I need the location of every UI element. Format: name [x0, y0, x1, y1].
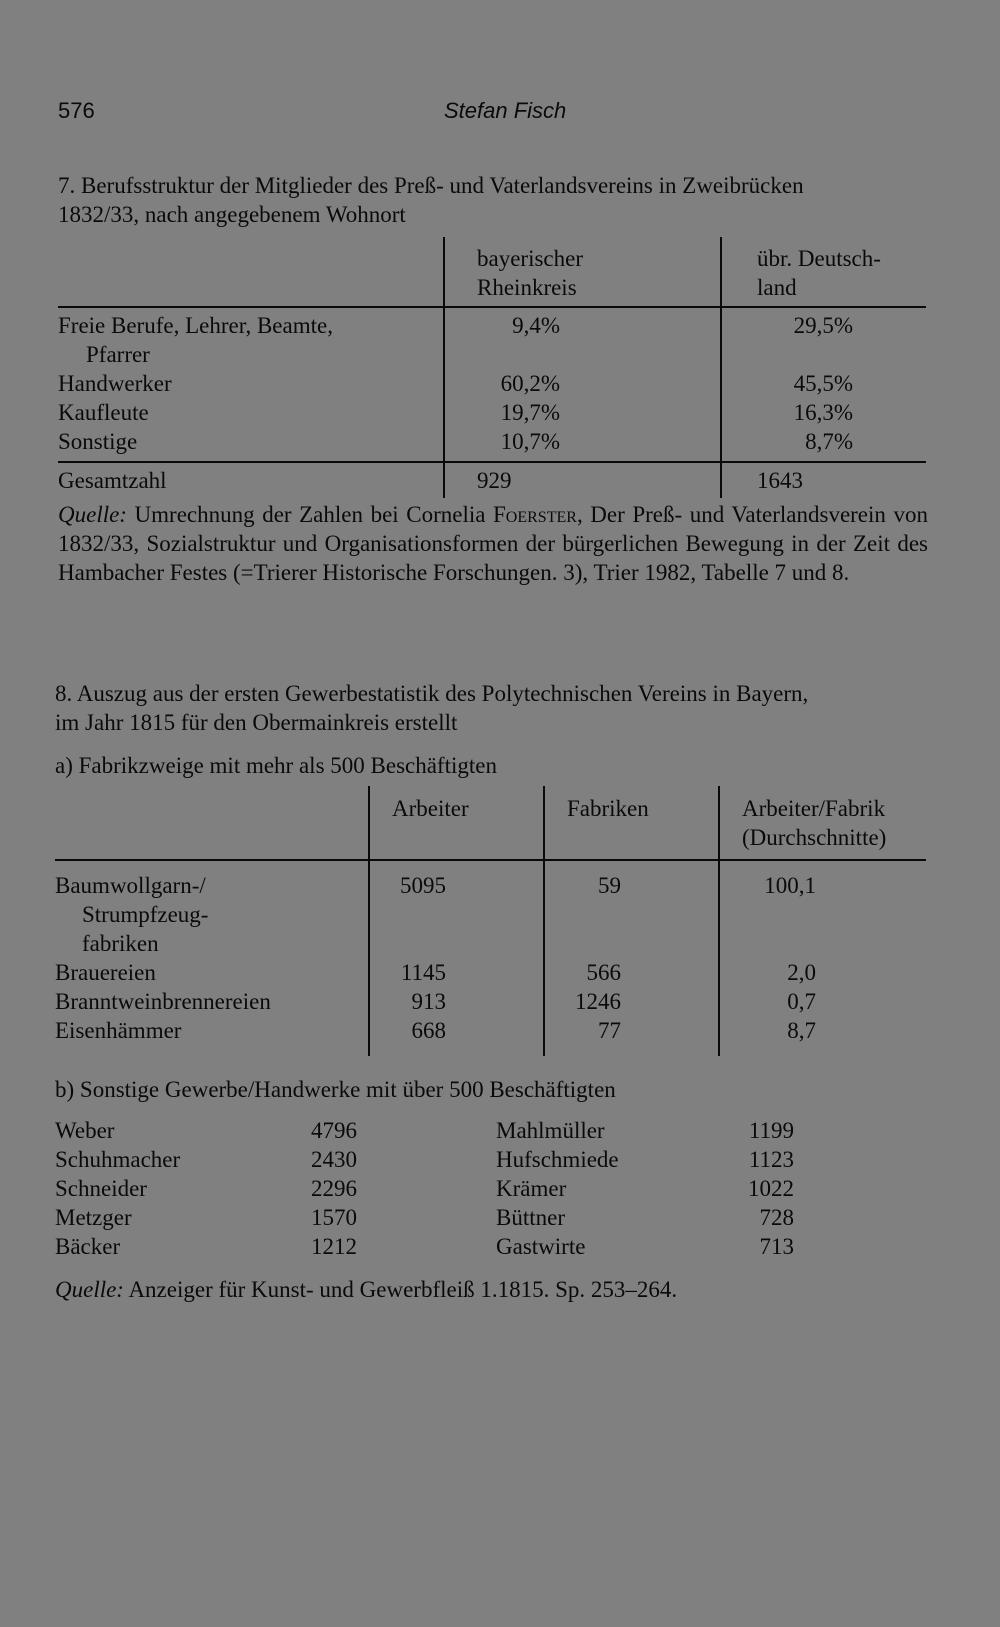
table8a-cell: 59	[598, 873, 621, 898]
table7-total-rule	[58, 461, 926, 463]
page-number: 576	[58, 98, 95, 123]
table8b-right-value: 1022	[748, 1176, 794, 1201]
table7-source	[58, 500, 928, 587]
table8b-right-value: 728	[759, 1205, 794, 1230]
table8b-left-label: Metzger	[55, 1205, 132, 1230]
table8b-right-label: Hufschmiede	[496, 1147, 619, 1172]
table7-row-label: Sonstige	[58, 429, 138, 454]
table8a-cell: 5095	[400, 873, 446, 898]
table8a-col2-header: Fabriken	[567, 796, 649, 821]
table7-cell: 29,5%	[793, 313, 853, 338]
table7-row-label: Handwerker	[58, 371, 172, 396]
table8b-right-label: Gastwirte	[496, 1234, 586, 1259]
table7-col1-header: bayerischer	[477, 246, 583, 271]
table7-cell: 45,5%	[793, 371, 853, 396]
table8a-cell: 1145	[400, 960, 446, 985]
table7-total-cell: 1643	[757, 468, 803, 493]
table7-col2-header-cont: land	[757, 275, 797, 300]
table8b-left-label: Bäcker	[55, 1234, 121, 1259]
table7-cell: 8,7%	[805, 429, 853, 454]
table8a-col1-header: Arbeiter	[392, 796, 469, 821]
table7-cell: 60,2%	[500, 371, 560, 396]
table8a-cell: 100,1	[764, 873, 816, 898]
table8a-column-rule-2	[543, 786, 545, 1056]
table8a-title: a) Fabrikzweige mit mehr als 500 Beschäftigten	[55, 753, 497, 778]
table8b-right-label: Mahlmüller	[496, 1118, 605, 1143]
table8b-right-value: 1199	[748, 1118, 794, 1143]
table7-cell: 19,7%	[500, 400, 560, 425]
table8a-col3-header: Arbeiter/Fabrik	[742, 796, 886, 821]
table8-title-line2: im Jahr 1815 für den Obermainkreis erstellt	[55, 710, 458, 735]
table7-title-line2: 1832/33, nach angegebenem Wohnort	[58, 202, 406, 227]
table8b-title: b) Sonstige Gewerbe/Handwerke mit über 500 Beschäftigten	[55, 1077, 616, 1102]
table8a-cell: 2,0	[787, 960, 816, 985]
table7-col1-header-cont: Rheinkreis	[477, 275, 577, 300]
table8a-cell: 8,7	[787, 1018, 816, 1043]
table8a-row-label: Eisenhämmer	[55, 1018, 182, 1043]
table8a-cell: 77	[598, 1018, 621, 1043]
table8b-left-label: Schneider	[55, 1176, 147, 1201]
table8a-column-rule-1	[368, 786, 370, 1056]
table8a-cell: 913	[411, 989, 446, 1014]
table8a-cell: 0,7	[787, 989, 816, 1014]
table7-total-label: Gesamtzahl	[58, 468, 167, 493]
table8a-row-label: Branntweinbrennereien	[55, 989, 271, 1014]
table8a-col3-header-cont: (Durchschnitte)	[742, 825, 887, 850]
table8b-left-value: 2296	[311, 1176, 357, 1201]
source-text-cont: , Der Preß- und Vaterlandsverein von 1832/33, Sozialstruktur und Organisationsformen der bürgerlichen Bewegung in der Zeit des Hambacher Festes (=Trierer Historische Forschungen. 3), Trier 1982, Tabelle 7 und 8.	[58, 502, 928, 585]
table8a-cell: 1246	[575, 989, 621, 1014]
table8b-right-label: Büttner	[496, 1205, 565, 1230]
table7-column-rule-2	[720, 237, 722, 498]
table8-title-line1: 8. Auszug aus der ersten Gewerbestatistik des Polytechnischen Vereins in Bayern,	[55, 681, 809, 706]
table8a-column-rule-3	[718, 786, 720, 1056]
table8b-left-value: 1570	[311, 1205, 357, 1230]
table7-column-rule-1	[443, 237, 445, 498]
table7-header-rule	[58, 306, 926, 308]
table8b-right-value: 713	[759, 1234, 794, 1259]
table8a-row-label-cont: fabriken	[82, 931, 159, 956]
table7-cell: 9,4%	[512, 313, 560, 338]
table7-title-line1: 7. Berufsstruktur der Mitglieder des Preß- und Vaterlandsvereins in Zweibrücken	[58, 173, 804, 198]
table8b-left-value: 1212	[311, 1234, 357, 1259]
table7-cell: 16,3%	[793, 400, 853, 425]
table8b-right-value: 1123	[748, 1147, 794, 1172]
running-head-author: Stefan Fisch	[444, 98, 567, 123]
table7-row-label: Kaufleute	[58, 400, 149, 425]
table8b-left-label: Weber	[55, 1118, 115, 1143]
source-label: Quelle:	[58, 502, 127, 527]
table8a-cell: 566	[586, 960, 621, 985]
table7-cell: 10,7%	[500, 429, 560, 454]
source-author: Foerster	[493, 502, 577, 527]
table7-col2-header: übr. Deutsch-	[757, 246, 881, 271]
source-text: Umrechnung der Zahlen bei Cornelia	[126, 502, 494, 527]
table8a-header-rule	[55, 859, 926, 861]
table8a-row-label: Baumwollgarn-/	[55, 873, 206, 898]
table8b-right-label: Krämer	[496, 1176, 567, 1201]
table8b-left-value: 2430	[311, 1147, 357, 1172]
table8a-cell: 668	[411, 1018, 446, 1043]
table8-source	[55, 1275, 677, 1304]
table8a-row-label: Brauereien	[55, 960, 156, 985]
table8a-row-label-cont: Strumpfzeug-	[82, 902, 209, 927]
table7-total-cell: 929	[477, 468, 512, 493]
table8b-left-label: Schuhmacher	[55, 1147, 181, 1172]
source-label: Quelle:	[55, 1277, 124, 1302]
source-text: Anzeiger für Kunst- und Gewerbfleiß 1.1815. Sp. 253–264.	[123, 1277, 678, 1302]
table8b-left-value: 4796	[311, 1118, 357, 1143]
table7-row-label: Freie Berufe, Lehrer, Beamte,	[58, 313, 333, 338]
table7-row-label-cont: Pfarrer	[86, 342, 150, 367]
